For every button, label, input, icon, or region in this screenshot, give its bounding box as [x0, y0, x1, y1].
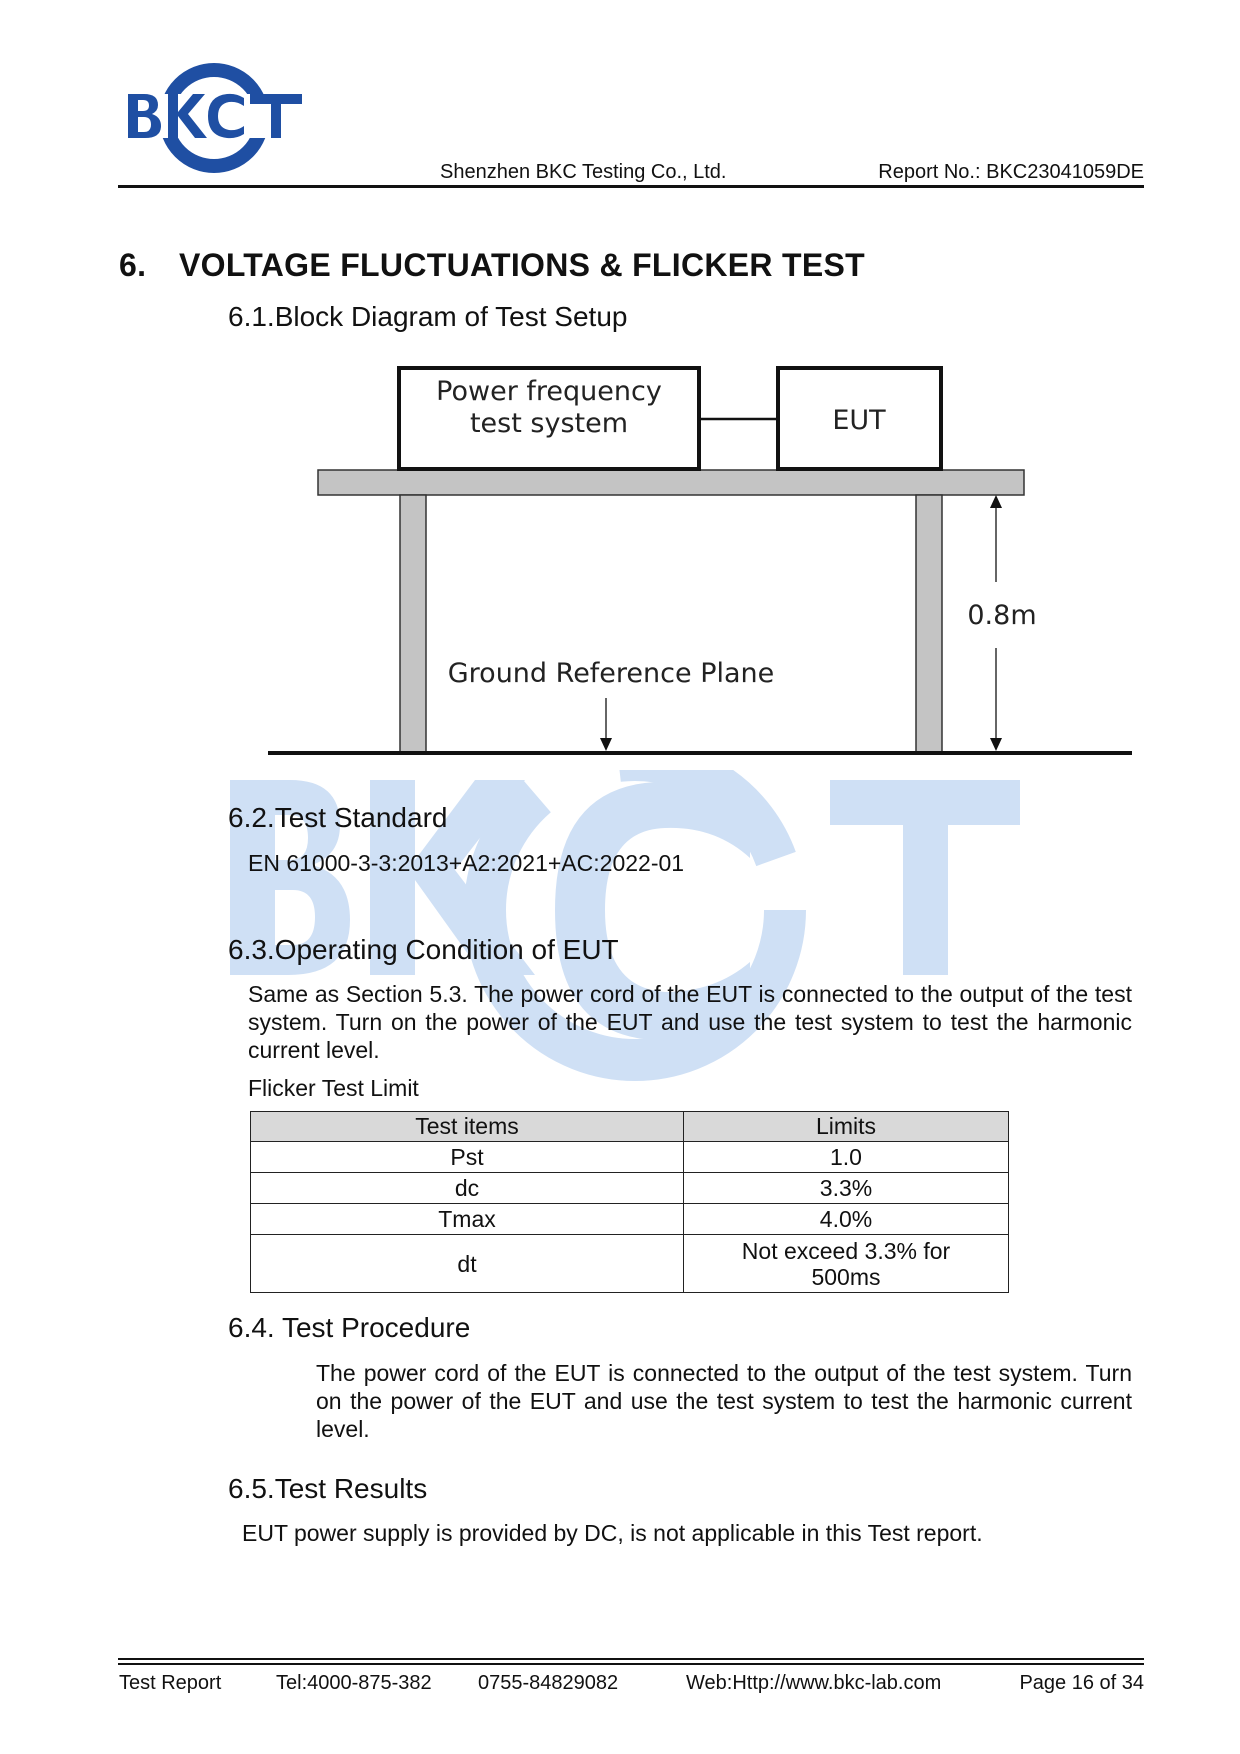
table-row: [251, 1142, 1009, 1173]
test-setup-diagram: [260, 360, 1140, 770]
test-standard-text: EN 61000-3-3:2013+A2:2021+AC:2022-01: [248, 850, 685, 876]
footer-divider-top: [118, 1658, 1144, 1660]
subsection-operating-condition: 6.3.Operating Condition of EUT: [228, 934, 619, 965]
flicker-limit-table: [250, 1111, 1009, 1293]
table-leg-left: [400, 495, 426, 752]
table-row: [251, 1235, 1009, 1293]
row-limit: 4.0%: [684, 1204, 1009, 1235]
test-results-text: EUT power supply is provided by DC, is not applicable in this Test report.: [242, 1520, 983, 1546]
table-leg-right: [916, 495, 942, 752]
footer-divider-bottom: [118, 1663, 1144, 1665]
footer-web: Web:Http://www.bkc-lab.com: [686, 1672, 942, 1694]
operating-condition-text: Same as Section 5.3. The power cord of the EUT is connected to the output of the test system. Turn on the power of the EUT and use the test system to test the harmonic current level.: [248, 981, 1132, 1063]
header-report-number: Report No.: BKC23041059DE: [878, 161, 1144, 183]
height-label: 0.8m: [967, 600, 1037, 631]
flicker-table-caption: Flicker Test Limit: [248, 1075, 419, 1101]
row-item: dc: [251, 1173, 684, 1204]
row-item: Tmax: [251, 1204, 684, 1235]
eut-label: EUT: [832, 405, 886, 436]
power-frequency-label-line1: Power frequency: [436, 376, 662, 407]
section-title: VOLTAGE FLUCTUATIONS & FLICKER TEST: [179, 247, 866, 283]
table-top: [318, 470, 1024, 495]
footer-tel: Tel:4000-875-382: [276, 1672, 432, 1694]
row-limit-line1: Not exceed 3.3% for: [741, 1237, 951, 1264]
subsection-test-results: 6.5.Test Results: [228, 1473, 428, 1504]
test-procedure-text: The power cord of the EUT is connected to the output of the test system. Turn on the power of the EUT and use the test system to test the harmonic current level.: [316, 1360, 1132, 1442]
height-arrow-up-head: [990, 495, 1002, 508]
subsection-test-procedure: 6.4. Test Procedure: [228, 1312, 471, 1343]
row-limit-line2: 500ms: [811, 1263, 881, 1290]
row-limit: 3.3%: [684, 1173, 1009, 1204]
table-row: [251, 1204, 1009, 1235]
subsection-block-diagram: 6.1.Block Diagram of Test Setup: [228, 301, 628, 332]
row-item: Pst: [251, 1142, 684, 1173]
ground-reference-label: Ground Reference Plane: [447, 658, 775, 689]
footer-label: Test Report: [119, 1672, 222, 1694]
ground-arrow-head: [600, 738, 612, 751]
footer-page-number: Page 16 of 34: [1019, 1672, 1144, 1694]
height-arrow-down-head: [990, 738, 1002, 751]
header-test-items: Test items: [251, 1112, 684, 1142]
power-frequency-label-line2: test system: [469, 408, 629, 439]
header-limits: Limits: [684, 1112, 1009, 1142]
row-limit: [684, 1235, 1009, 1293]
footer-phone: 0755-84829082: [478, 1672, 619, 1694]
table-header-row: [251, 1112, 1009, 1142]
row-item: dt: [251, 1235, 684, 1293]
table-row: [251, 1173, 1009, 1204]
bkct-logo: [122, 60, 307, 176]
row-limit: 1.0: [684, 1142, 1009, 1173]
subsection-test-standard: 6.2.Test Standard: [228, 802, 448, 833]
header-company: Shenzhen BKC Testing Co., Ltd.: [440, 161, 727, 183]
section-number: 6.: [119, 247, 147, 283]
header-divider: [118, 185, 1144, 188]
section-heading: [119, 247, 865, 284]
